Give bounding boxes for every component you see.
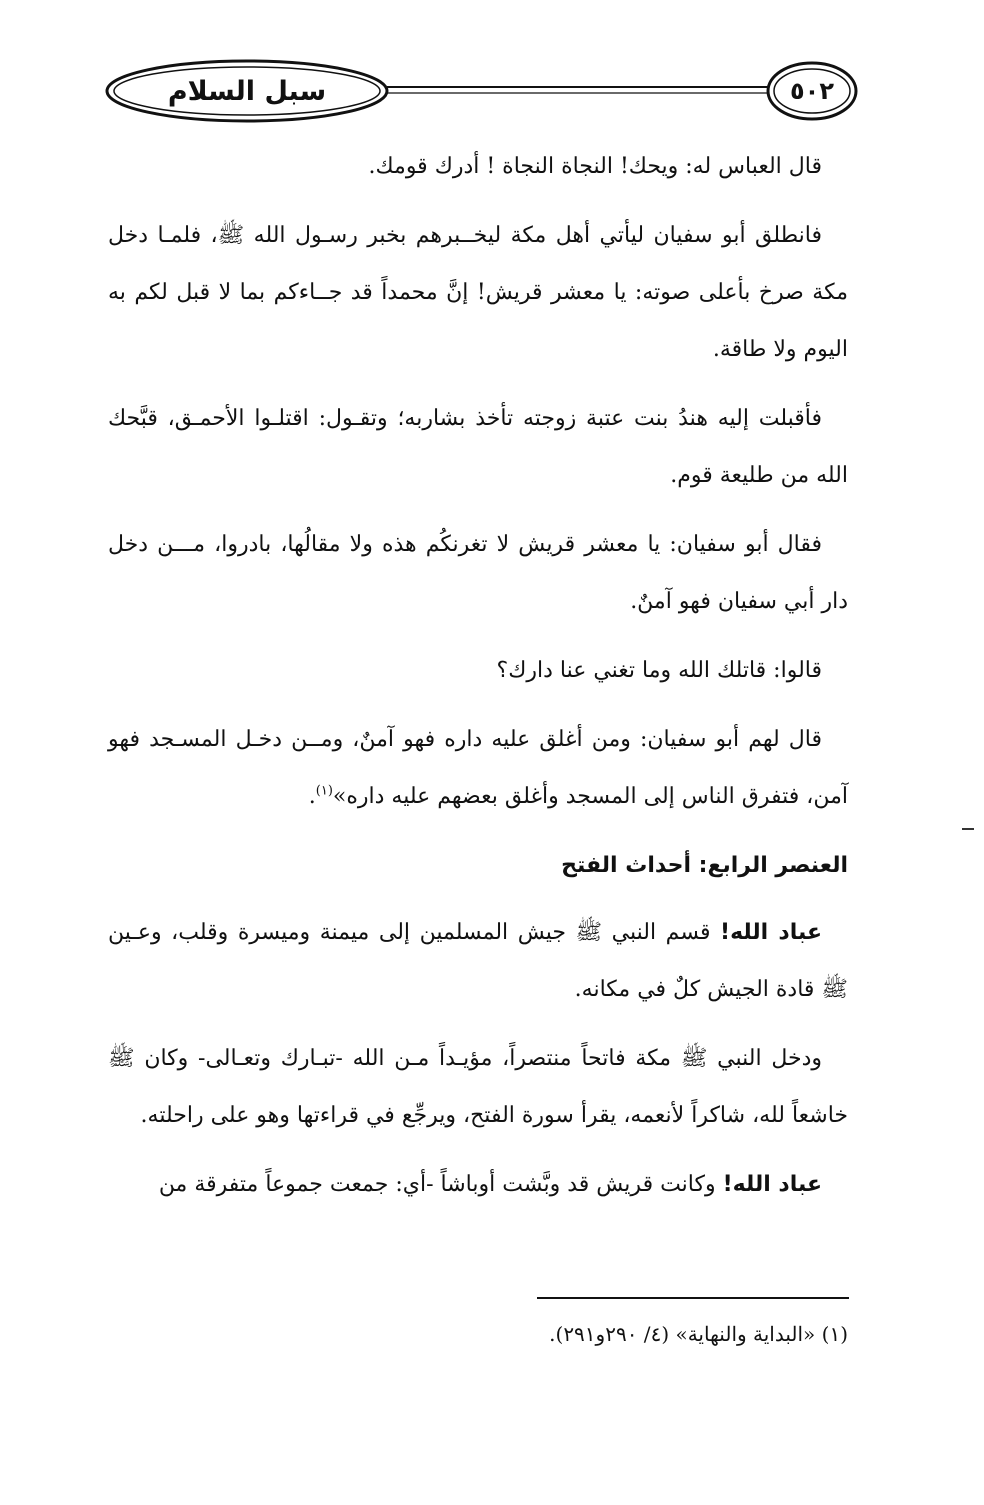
paragraph-5: قالوا: قاتلك الله وما تغني عنا دارك؟	[496, 658, 822, 683]
book-title: سبل السلام	[167, 75, 327, 107]
footnote: (١) «البداية والنهاية» (٤/ ٢٩٠و٢٩١).	[549, 1322, 848, 1346]
paragraph-9: عباد الله! وكانت قريش قد وبَّشت أوباشاً -أي: جمعت جموعاً متفرقة من	[158, 1172, 822, 1197]
page-header	[100, 56, 860, 128]
paragraph-6: قال لهم أبو سفيان: ومن أغلق عليه داره فهو آمنٌ، ومــن دخـل المسـجد فهو آمن، فتفرق الناس إلى المسجد وأغلق بعضهم عليه داره»$^{(١)}$.	[108, 727, 848, 809]
paragraph-2: فانطلق أبو سفيان ليأتي أهل مكة ليخــبرهم بخبر رسـول الله ﷺ، فلمـا دخل مكة صرخ بأعلى صوته: يا معشر قريش! إنَّ محمداً قد جــاءكم بما لا قبل لكم به اليوم ولا طاقة.	[108, 223, 848, 362]
paragraph-1: قال العباس له: ويحك! النجاة النجاة ! أدرك قومك.	[368, 154, 822, 179]
footnote-ref: (١)	[315, 783, 333, 799]
page-number: ٥٠٢	[790, 77, 834, 105]
section-heading: العنصر الرابع: أحداث الفتح	[561, 853, 848, 878]
paragraph-4: فقال أبو سفيان: يا معشر قريش لا تغرنكُم هذه ولا مقالُها، بادروا، مـــن دخل دار أبي سفيان فهو آمنٌ.	[108, 532, 848, 614]
paragraph-lead: عباد الله!	[722, 1172, 822, 1197]
paragraph-lead: عباد الله!	[720, 920, 822, 945]
margin-mark	[962, 828, 974, 830]
body-text	[108, 138, 848, 1225]
footnote-divider	[537, 1297, 849, 1299]
paragraph-3: فأقبلت إليه هندُ بنت عتبة زوجته تأخذ بشاربه؛ وتقـول: اقتلـوا الأحمـق، قبَّحك الله من طليعة قوم.	[108, 406, 848, 488]
paragraph-7: عباد الله! قسم النبي ﷺ جيش المسلمين إلى ميمنة وميسرة وقلب، وعـين ﷺ قادة الجيش كلٌ في مكانه.	[108, 920, 848, 1002]
paragraph-8: ودخل النبي ﷺ مكة فاتحاً منتصراً، مؤيـداً مـن الله -تبـارك وتعـالى- وكان ﷺ خاشعاً لله، شاكراً لأنعمه، يقرأ سورة الفتح، ويرجِّع في قراءتها وهو على راحلته.	[108, 1046, 848, 1128]
